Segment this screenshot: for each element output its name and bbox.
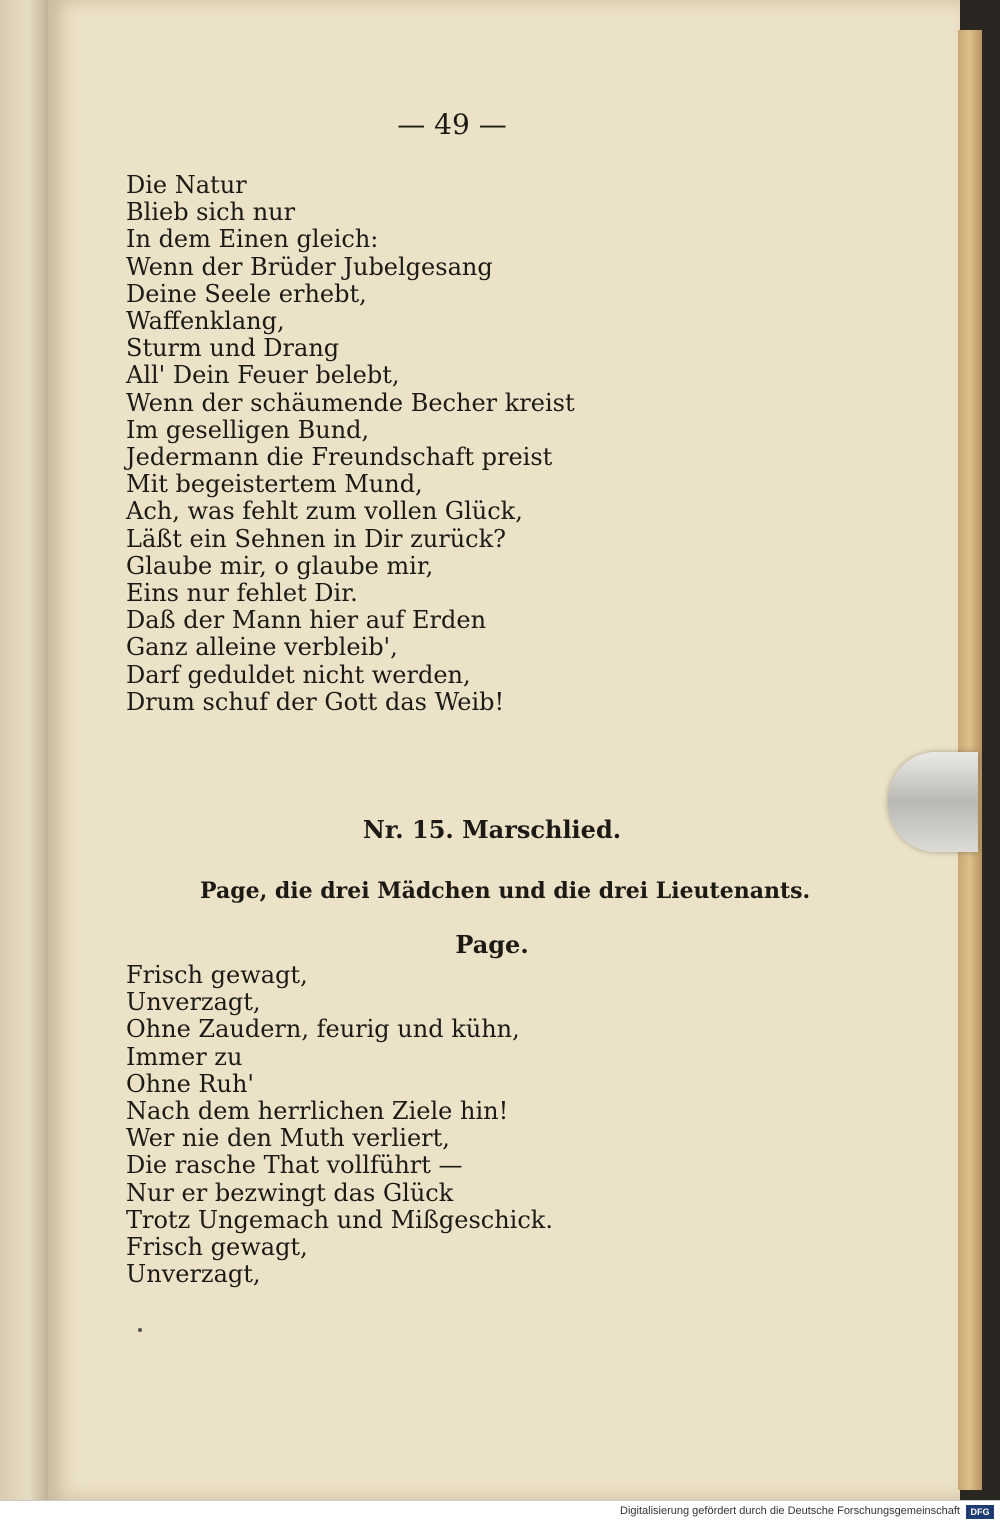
verse-line: Die Natur: [126, 171, 247, 199]
first-stanza: [126, 172, 826, 716]
verse-line: Blieb sich nur: [126, 198, 296, 227]
verse-line: Wenn der schäumende Becher kreist: [126, 388, 575, 417]
dfg-logo: DFG: [966, 1505, 994, 1519]
verse-line: Jedermann die Freundschaft preist: [126, 443, 553, 472]
verse-line: Daß der Mann hier auf Erden: [126, 606, 487, 635]
verse-line: Läßt ein Sehnen in Dir zurück?: [126, 524, 507, 553]
verse-line: Im geselligen Bund,: [126, 415, 370, 444]
verse-line: Immer zu: [126, 1042, 243, 1071]
verse-line: Ganz alleine verbleib',: [126, 633, 398, 662]
cast-heading: Page, die drei Mädchen und die drei Lieutenants.: [200, 878, 811, 904]
verse-line: Ohne Zaudern, feurig und kühn,: [126, 1015, 520, 1044]
verse-line: Trotz Ungemach und Mißgeschick.: [126, 1205, 553, 1234]
second-stanza: [126, 962, 826, 1288]
verse-line: Wenn der Brüder Jubelgesang: [126, 252, 493, 281]
verse-line: Frisch gewagt,: [126, 1233, 308, 1262]
verse-line: Deine Seele erhebt,: [126, 279, 367, 308]
footer-bar: [0, 1500, 1000, 1525]
left-page-edge: [0, 0, 48, 1500]
song-heading: Nr. 15. Marschlied.: [362, 815, 622, 844]
verse-line: Mit begeistertem Mund,: [126, 470, 423, 499]
verse-line: Darf geduldet nicht werden,: [126, 660, 471, 689]
verse-line: Unverzagt,: [126, 1260, 261, 1289]
verse-line: Waffenklang,: [126, 307, 285, 336]
verse-line: All' Dein Feuer belebt,: [126, 361, 400, 390]
verse-line: Die rasche That vollführt —: [126, 1151, 463, 1180]
speaker-heading: Page.: [455, 930, 529, 959]
verse-line: Eins nur fehlet Dir.: [126, 579, 358, 608]
verse-line: Sturm und Drang: [126, 334, 340, 363]
verse-line: Ohne Ruh': [126, 1069, 255, 1098]
verse-line: Nach dem herrlichen Ziele hin!: [126, 1097, 509, 1126]
verse-line: Wer nie den Muth verliert,: [126, 1124, 450, 1153]
verse-line: In dem Einen gleich:: [126, 225, 379, 254]
verse-line: Unverzagt,: [126, 988, 261, 1017]
page-clip: [888, 752, 978, 852]
verse-line: Drum schuf der Gott das Weib!: [126, 687, 505, 716]
verse-line: Frisch gewagt,: [126, 961, 308, 989]
ink-speck: [138, 1328, 142, 1332]
page-number: — 49 —: [397, 108, 507, 141]
verse-line: Glaube mir, o glaube mir,: [126, 551, 434, 580]
funding-credit: Digitalisierung gefördert durch die Deutsche Forschungsgemeinschaft: [620, 1505, 960, 1517]
verse-line: Nur er bezwingt das Glück: [126, 1178, 454, 1207]
verse-line: Ach, was fehlt zum vollen Glück,: [126, 497, 523, 526]
